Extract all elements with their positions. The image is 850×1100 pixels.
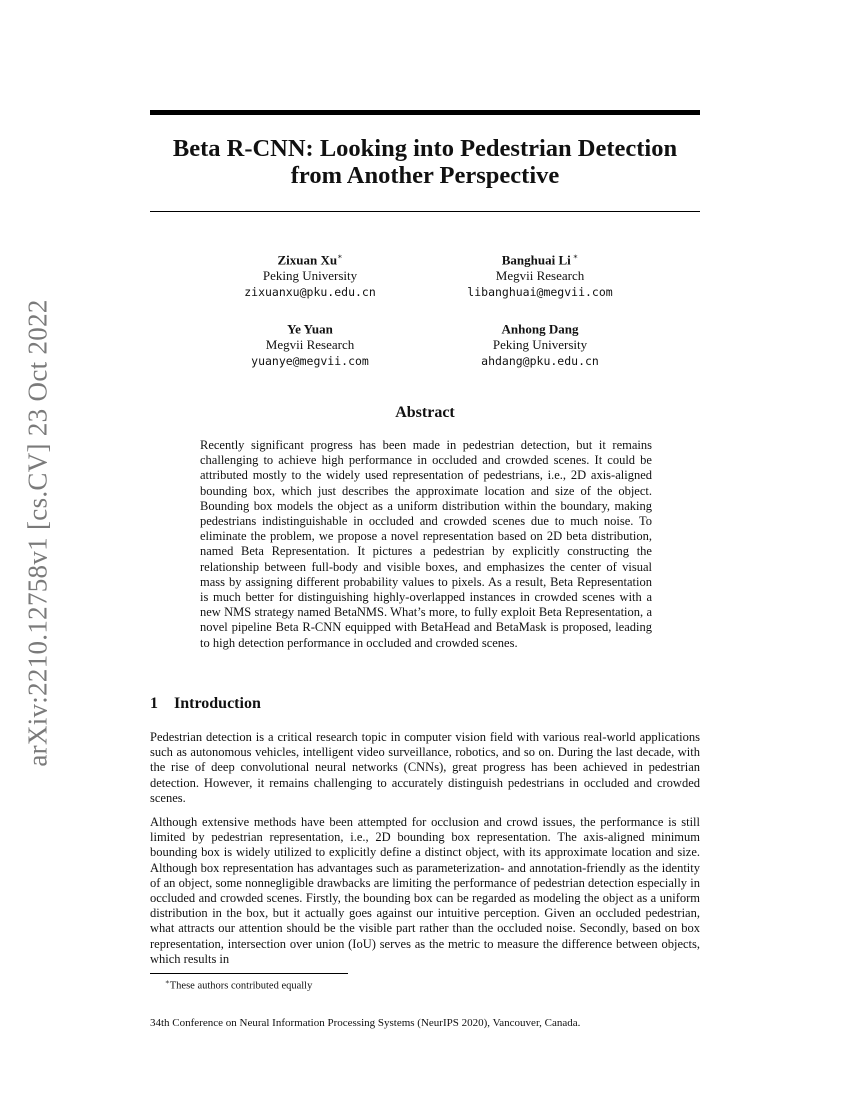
footnote: ∗These authors contributed equally — [165, 978, 313, 992]
title-top-rule — [150, 110, 700, 115]
paragraph: Although extensive methods have been attempted for occlusion and crowd issues, the performance is still limited by pedestrian representation, i.e., 2D bounding box representation. The axis-aligned minimum bounding box is widely utilized to explicitly define a distinct object, with its approximate location and size. Although box representation has advantages such as parameterization- and annotation-friendly as the identity of an object, some nonnegligible drawbacks are limiting the performance of pedestrian detection especially in occluded and crowded scenes. Firstly, the bounding box can be regarded as modeling the object as a uniform distribution in the box, but it actually goes against our intuitive perception. Given an occluded pedestrian, what attracts our attention should be the visible part rather than the occluded noise. Secondly, based on box representation, intersection over union (IoU) serves as the metric to measure the difference between objects, which results in — [150, 815, 700, 966]
author-block — [190, 249, 430, 300]
author-block — [420, 249, 660, 300]
section-heading — [150, 695, 261, 713]
author-email: zixuanxu@pku.edu.cn — [244, 285, 376, 300]
paragraph: Pedestrian detection is a critical research topic in computer vision field with various real-world applications such as autonomous vehicles, intelligent video surveillance, robotics, and so on. During the last decade, with the rise of deep convolutional neural networks (CNNs), great progress has been achieved in pedestrian detection. However, it remains challenging to accurately distinguish pedestrians in occluded and crowded scenes. — [150, 730, 700, 805]
author-affiliation: Megvii Research — [495, 268, 585, 284]
author-affiliation: Megvii Research — [265, 337, 355, 353]
author-name: Zixuan Xu∗ — [277, 252, 343, 268]
abstract-heading: Abstract — [395, 404, 455, 421]
arxiv-stamp: arXiv:2210.12758v1 [cs.CV] 23 Oct 2022 — [22, 299, 53, 767]
section-title: Introduction — [174, 695, 261, 712]
section-number: 1 — [150, 695, 158, 712]
paper-title: Beta R-CNN: Looking into Pedestrian Detection from Another Perspective — [172, 135, 678, 189]
author-email: ahdang@pku.edu.cn — [481, 354, 599, 369]
title-bottom-rule — [150, 211, 700, 212]
author-name: Ye Yuan — [287, 321, 333, 337]
author-block — [420, 318, 660, 369]
author-email: yuanye@megvii.com — [251, 354, 369, 369]
conference-note: 34th Conference on Neural Information Processing Systems (NeurIPS 2020), Vancouver, Canada. — [150, 1017, 581, 1029]
footnote-rule — [150, 973, 348, 974]
author-email: libanghuai@megvii.com — [467, 285, 613, 300]
author-name: Anhong Dang — [501, 321, 579, 337]
abstract-text: Recently significant progress has been made in pedestrian detection, but it remains challenging to achieve high performance in occluded and crowded scenes. It could be attributed mostly to the widely used representation of pedestrians, i.e., 2D axis-aligned bounding box, which just describes the approximate location and size of the object. Bounding box models the object as a uniform distribution within the boundary, making pedestrians indistinguishable in occluded and crowded scenes due to much noise. To eliminate the problem, we propose a novel representation based on 2D beta distribution, named Beta Representation. It pictures a pedestrian by explicitly constructing the relationship between full-body and visible boxes, and emphasizes the center of visual mass by assigning different probability values to pixels. As a result, Beta Representation is much better for distinguishing highly-overlapped instances in crowded scenes with a new NMS strategy named BetaNMS. What’s more, to fully exploit Beta Representation, a novel pipeline Beta R-CNN equipped with BetaHead and BetaMask is proposed, leading to high detection performance in occluded and crowded scenes. — [200, 438, 652, 650]
author-block — [190, 318, 430, 369]
author-affiliation: Peking University — [262, 268, 358, 284]
author-affiliation: Peking University — [492, 337, 588, 353]
author-name: Banghuai Li ∗ — [501, 252, 579, 268]
